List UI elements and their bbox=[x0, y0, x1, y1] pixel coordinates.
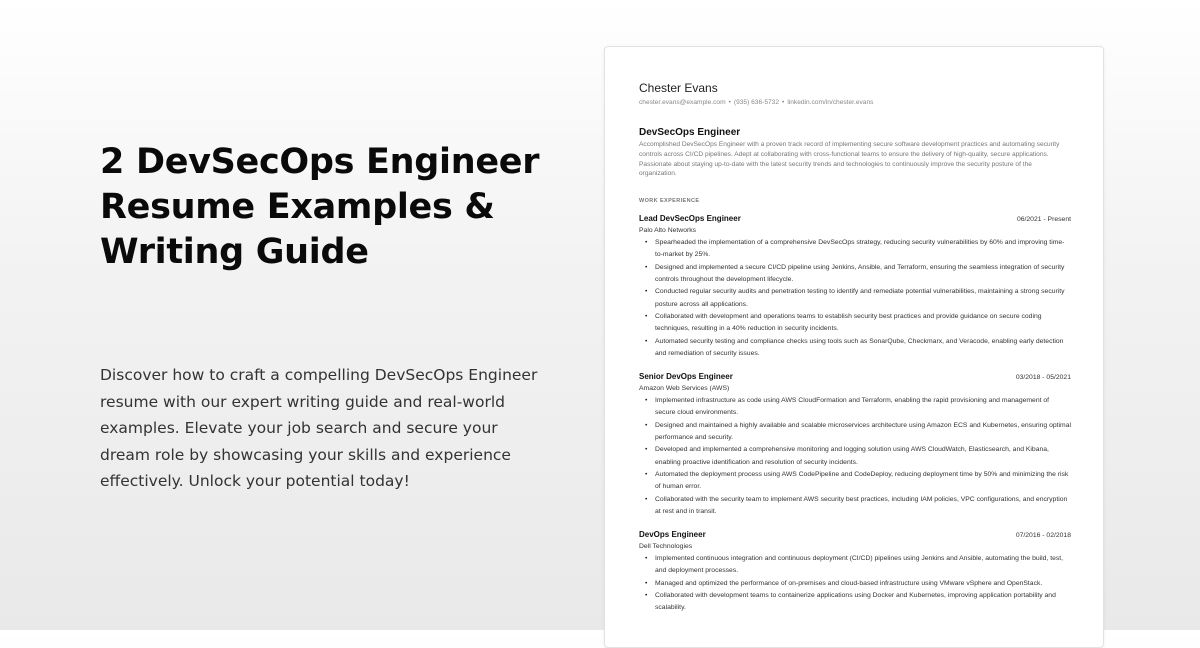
job-bullet: • Spearheaded the implementation of a comprehensive DevSecOps strategy, reducing security vulnerabilities by 60% and improving time-to-market by 25%. bbox=[639, 237, 1071, 262]
job-role: Senior DevOps Engineer bbox=[639, 372, 733, 382]
job-bullet: • Designed and maintained a highly available and scalable microservices architecture using Amazon ECS and Kubernetes, ensuring optimal performance and security. bbox=[639, 420, 1071, 445]
contact-linkedin: linkedin.com/in/chester.evans bbox=[787, 99, 874, 106]
job-dates: 03/2018 - 05/2021 bbox=[1015, 374, 1071, 382]
resume-content bbox=[639, 81, 1071, 615]
job-bullet: • Conducted regular security audits and penetration testing to identify and remediate potential vulnerabilities, maintaining a strong security posture across all applications. bbox=[639, 286, 1071, 311]
job-entry bbox=[639, 530, 1071, 614]
job-role: Lead DevSecOps Engineer bbox=[639, 214, 741, 224]
job-bullets bbox=[639, 237, 1071, 360]
job-company: Amazon Web Services (AWS) bbox=[639, 385, 730, 393]
job-bullet: • Implemented infrastructure as code using AWS CloudFormation and Terraform, enabling the rapid provisioning and management of secure cloud environments. bbox=[639, 395, 1071, 420]
job-role: DevOps Engineer bbox=[639, 530, 706, 540]
job-bullets bbox=[639, 395, 1071, 518]
job-entry bbox=[639, 372, 1071, 518]
job-bullet: • Automated the deployment process using AWS CodePipeline and CodeDeploy, reducing deployment time by 50% and minimizing the risk of human error. bbox=[639, 469, 1071, 494]
job-entry bbox=[639, 214, 1071, 360]
contact-email: chester.evans@example.com bbox=[639, 99, 726, 106]
contact-phone: (935) 636-5732 bbox=[733, 99, 779, 106]
job-bullet: • Developed and implemented a comprehensive monitoring and logging solution using AWS CloudWatch, Elasticsearch, and Kibana, enabling proactive identification and resolution of security incidents. bbox=[639, 444, 1071, 469]
resume-summary: Accomplished DevSecOps Engineer with a proven track record of implementing secure software development practices and automating security controls across CI/CD pipelines. Adept at collaborating with cross-functional teams to ensure the delivery of high-quality, secure applications. Passionate about staying up-to-date with the latest security trends and technologies to continuously improve the security posture of the organization. bbox=[639, 141, 1060, 178]
page-description: Discover how to craft a compelling DevSecOps Engineer resume with our expert writing guide and real-world examples. Elevate your job search and secure your dream role by showcasing your skills and experience effectively. Unlock your potential today! bbox=[100, 366, 538, 491]
section-heading-work-experience: WORK EXPERIENCE bbox=[639, 198, 700, 205]
job-bullet: • Automated security testing and compliance checks using tools such as SonarQube, Checkmarx, and Veracode, enabling early detection and remediation of security issues. bbox=[639, 336, 1071, 361]
resume-preview bbox=[604, 46, 1104, 648]
job-dates: 07/2016 - 02/2018 bbox=[1015, 532, 1071, 540]
job-company: Dell Technologies bbox=[639, 543, 693, 551]
resume-job-title: DevSecOps Engineer bbox=[639, 127, 741, 138]
job-company: Palo Alto Networks bbox=[639, 227, 697, 235]
job-bullet: • Implemented continuous integration and continuous deployment (CI/CD) pipelines using Jenkins and Ansible, automating the build, test, and deployment processes. bbox=[639, 553, 1071, 578]
page-title: 2 DevSecOps Engineer Resume Examples & Writing Guide bbox=[100, 142, 540, 272]
job-bullet: • Designed and implemented a secure CI/CD pipeline using Jenkins, Ansible, and Terraform, ensuring the seamless integration of security controls throughout the development lifecycle. bbox=[639, 262, 1071, 287]
job-bullet: • Collaborated with development teams to containerize applications using Docker and Kubernetes, improving application portability and scalability. bbox=[639, 590, 1071, 615]
job-bullet: • Collaborated with development and operations teams to establish security best practices and provide guidance on secure coding techniques, resulting in a 40% reduction in security incidents. bbox=[639, 311, 1071, 336]
job-bullet: • Managed and optimized the performance of on-premises and cloud-based infrastructure using VMware vSphere and OpenStack. bbox=[639, 578, 1071, 590]
job-bullet: • Collaborated with the security team to implement AWS security best practices, including IAM policies, VPC configurations, and encryption at rest and in transit. bbox=[639, 494, 1071, 519]
job-bullets bbox=[639, 553, 1071, 614]
job-dates: 06/2021 - Present bbox=[1016, 216, 1071, 224]
contact-line: chester.evans@example.com • (935) 636-5732 • linkedin.com/in/chester.evans bbox=[639, 99, 874, 106]
candidate-name: Chester Evans bbox=[639, 81, 718, 95]
